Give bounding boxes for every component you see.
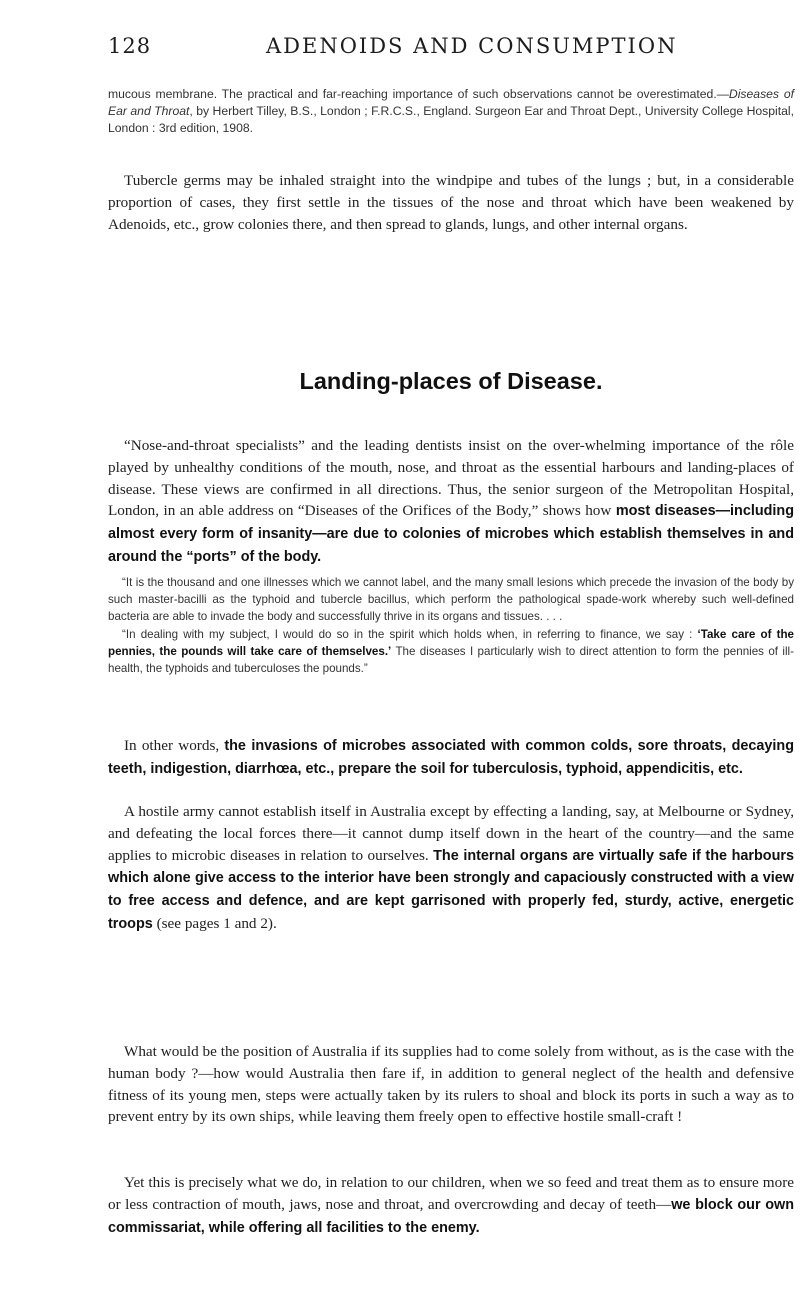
paragraph-australia-text: What would be the position of Australia if its supplies had to come solely from without, as is the case with the human body ?—how would Australia then fare if, in addition to general neglect of the health and defensive fitness of its young men, steps were actually taken by its rulers to shoal and block its ports in such a way as to prevent entry by its own ships, while leaving them freely open to effective hostile small-craft ! bbox=[108, 1043, 794, 1126]
paragraph-orifices bbox=[108, 435, 794, 569]
paragraph-orifices-text: “Nose-and-throat specialists” and the leading dentists insist on the over-whelming importance of the rôle played by unhealthy conditions of the mouth, nose, and throat as the essential harbours and landing-places of disease. These views are confirmed in all directions. Thus, the senior surgeon of the Metropolitan Hospital, London, in an able address on “Diseases of the Orifices of the Body,” shows how most diseases—including almost every form of insanity—are due to colonies of microbes which establish themselves in and around the “ports” of the body. bbox=[108, 437, 794, 565]
quote-paragraph-1: “It is the thousand and one illnesses which we cannot label, and the many small lesions which precede the invasion of the body by such master-bacilli as the typhoid and tubercle bacillus, which perform the pathological spade-work whereby such well-defined bacteria are able to invade the body and successfully thrive in its organs and tissues. . . . bbox=[108, 576, 794, 624]
quotation-block bbox=[108, 574, 794, 677]
page-number: 128 bbox=[108, 34, 152, 58]
running-title: ADENOIDS AND CONSUMPTION bbox=[266, 34, 678, 58]
citation-block bbox=[108, 86, 794, 137]
citation-source-title: Diseases of Ear and Throat bbox=[108, 87, 794, 118]
paragraph-other-words bbox=[108, 735, 794, 781]
intro-paragraph-text: Tubercle germs may be inhaled straight into the windpipe and tubes of the lungs ; but, in a considerable proportion of cases, they first settle in the tissues of the nose and throat which have been weakened by Adenoids, etc., grow colonies there, and then spread to glands, lungs, and other internal organs. bbox=[108, 172, 794, 233]
quote-paragraph-2: “In dealing with my subject, I would do so in the spirit which holds when, in referring to finance, we say : ‘Take care of the pennies, the pounds will take care of themselves.’ The diseases I particularly wish to direct attention to form the pennies of ill-health, the typhoids and tuberculoses the pounds.” bbox=[108, 627, 794, 676]
paragraph-hostile-army bbox=[108, 801, 794, 936]
paragraph-hostile-army-text: A hostile army cannot establish itself in Australia except by effecting a landing, say, at Melbourne or Sydney, and defeating the local forces there—it cannot dump itself down in the heart of the country—and the same applies to microbic diseases in relation to ourselves. The internal organs are virtually safe if the harbours which alone give access to the interior have been strongly and capaciously constructed with a view to free access and defence, and are kept garrisoned with properly fed, sturdy, active, energetic troops (see pages 1 and 2). bbox=[108, 803, 794, 932]
paragraph-commissariat-text: Yet this is precisely what we do, in relation to our children, when we so feed and treat them as to ensure more or less contraction of mouth, jaws, nose and throat, and overcrowding and decay of teeth—we block our own commissariat, while offering all facilities to the enemy. bbox=[108, 1174, 794, 1236]
paragraph-other-words-text: In other words, the invasions of microbes associated with common colds, sore throats, decaying teeth, indigestion, diarrhœa, etc., prepare the soil for tuberculosis, typhoid, appendicitis, etc. bbox=[108, 737, 794, 777]
page-header bbox=[108, 34, 708, 66]
intro-paragraph bbox=[108, 170, 794, 235]
paragraph-australia bbox=[108, 1041, 794, 1128]
section-heading: Landing-places of Disease. bbox=[299, 368, 603, 394]
paragraph-commissariat bbox=[108, 1172, 794, 1239]
citation-text: mucous membrane. The practical and far-reaching importance of such observations cannot be overestimated.—Diseases of Ear and Throat, by Herbert Tilley, B.S., London ; F.R.C.S., England. Surgeon Ear and Throat Dept., University College Hospital, London : 3rd edition, 1908. bbox=[108, 87, 794, 135]
